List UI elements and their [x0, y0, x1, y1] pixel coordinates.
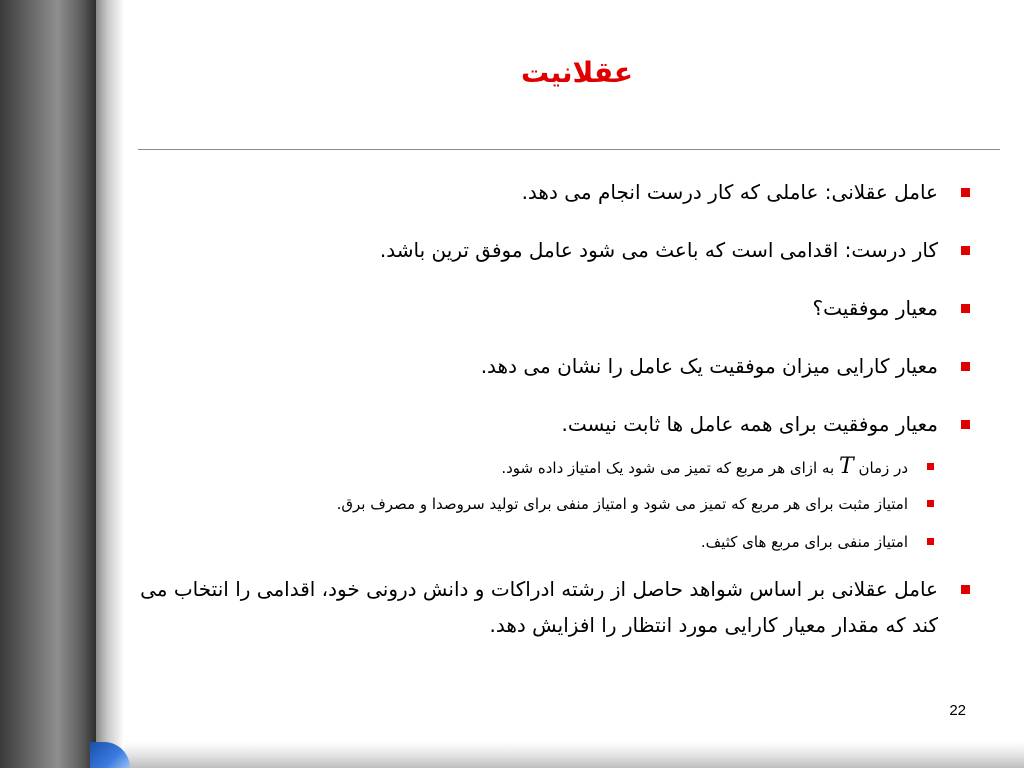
- sub-bullet-item: [140, 456, 980, 479]
- slide-title: عقلانیت: [520, 56, 634, 89]
- page-number: 22: [949, 702, 966, 719]
- bullet-text: معیار کارایی میزان موفقیت یک عامل را نشان می دهد.: [480, 354, 938, 378]
- bullet-text: معیار موفقیت؟: [812, 296, 938, 320]
- square-bullet-icon: [961, 304, 970, 313]
- square-bullet-icon: [961, 420, 970, 429]
- bullet-item: [140, 294, 980, 322]
- bullet-text: کار درست: اقدامی است که باعث می شود عامل موفق ترین باشد.: [379, 238, 938, 262]
- bullet-item: [140, 178, 980, 206]
- bullet-item: [140, 236, 980, 264]
- square-bullet-icon: [927, 538, 934, 545]
- bottom-shadow-strip: [124, 742, 1024, 768]
- slide-content: [140, 178, 980, 643]
- sub-bullet-suffix: به ازای هر مربع که تمیز می شود یک امتیاز داده شود.: [501, 459, 835, 477]
- square-bullet-icon: [961, 246, 970, 255]
- sub-bullet-text: امتیاز مثبت برای هر مربع که تمیز می شود و امتیاز منفی برای تولید سروصدا و مصرف برق.: [336, 495, 908, 513]
- bullet-text: عامل عقلانی بر اساس شواهد حاصل از رشته ادراکات و دانش درونی خود، اقدامی را انتخاب می کند که مقدار معیار کارایی مورد انتظار را افزایش دهد.: [140, 577, 938, 637]
- square-bullet-icon: [961, 362, 970, 371]
- bullet-item: [140, 571, 980, 643]
- left-decorative-bar: [0, 0, 96, 768]
- sub-bullet-prefix: در زمان: [858, 459, 908, 477]
- square-bullet-icon: [961, 585, 970, 594]
- sub-bullet-item: [140, 531, 980, 553]
- time-variable: T: [838, 454, 854, 479]
- sub-bullet-text: امتیاز منفی برای مربع های کثیف.: [700, 533, 908, 551]
- square-bullet-icon: [961, 188, 970, 197]
- left-bar-gradient-edge: [96, 0, 124, 768]
- bullet-text: معیار موفقیت برای همه عامل ها ثابت نیست.: [561, 412, 938, 436]
- bullet-text: عامل عقلانی: عاملی که کار درست انجام می دهد.: [521, 180, 938, 204]
- title-divider: [138, 149, 1000, 150]
- sub-bullet-item: [140, 493, 980, 515]
- bullet-item: [140, 352, 980, 380]
- square-bullet-icon: [927, 463, 934, 470]
- bullet-item: [140, 410, 980, 438]
- square-bullet-icon: [927, 500, 934, 507]
